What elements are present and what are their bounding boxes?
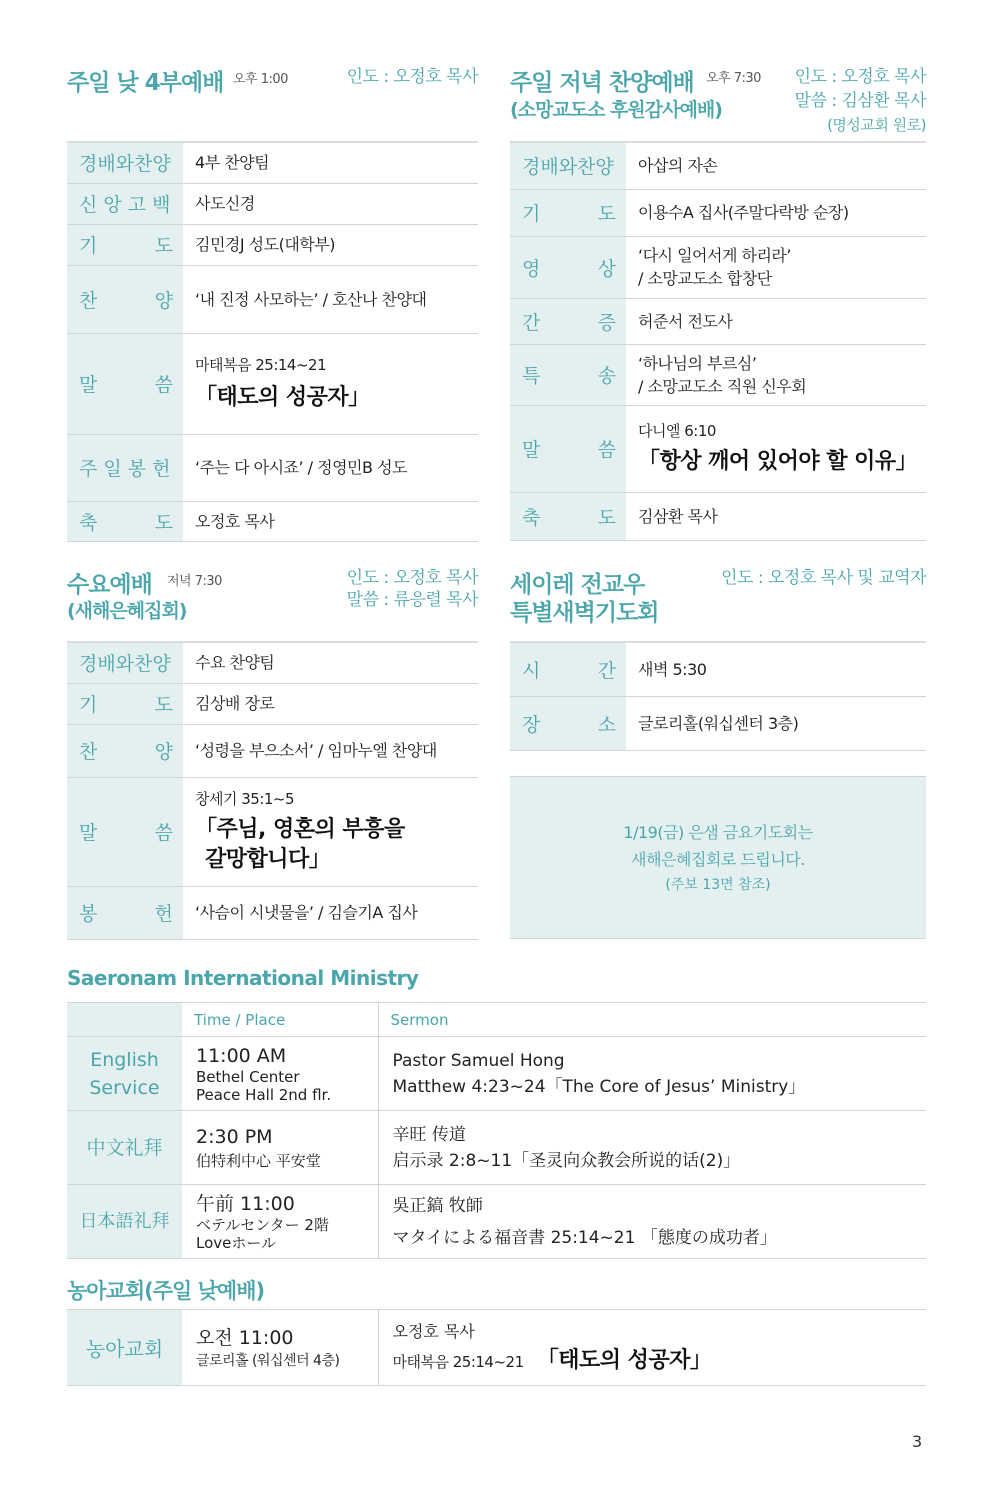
table-row: [67, 1310, 926, 1386]
row-label: 송: [597, 365, 616, 387]
sermon: 启示录 2:8~11「圣灵向众教会所说的话(2)」: [392, 1150, 741, 1171]
table-row: [510, 696, 926, 750]
row-label: 말: [79, 374, 98, 396]
service-time: 午前 11:00: [196, 1192, 295, 1215]
table-row: [67, 1111, 926, 1185]
row-label: 양: [154, 741, 173, 763]
table-row: [510, 142, 926, 189]
sunday-evening-time: 오후 7:30: [706, 71, 761, 86]
service-place-line2: Peace Hall 2nd flr.: [196, 1085, 332, 1104]
notice-line: 1/19(금) 은샘 금요기도회는: [623, 822, 813, 842]
scripture-reference: 다니엘 6:10: [638, 422, 716, 440]
table-row: [510, 642, 926, 696]
sunday-evening-title: 주일 저녁 찬양예배: [510, 70, 694, 96]
row-label: 봉: [79, 903, 98, 925]
row-label: 기: [79, 235, 98, 257]
row-value-line2: / 소망교도소 직원 신우회: [638, 376, 807, 396]
header-sermon: Sermon: [378, 1003, 926, 1037]
row-value-line2: / 소망교도소 합창단: [638, 269, 772, 288]
table-row: [67, 1185, 926, 1259]
row-value: 4부 찬양팀: [183, 142, 478, 183]
row-label: 도: [597, 203, 616, 225]
service-name: 농아교회: [67, 1310, 182, 1386]
dawn-title: 세이레 전교우: [510, 572, 645, 598]
sermon-title: 「항상 깨어 있어야 할 이유」: [638, 449, 918, 474]
deaf-church-table: [67, 1309, 926, 1386]
row-label: 씀: [597, 439, 616, 461]
row-label: 특: [522, 365, 541, 387]
sunday-4th-time: 오후 1:00: [233, 72, 288, 87]
sunday-evening-leader: 인도 : 오정호 목사: [794, 67, 926, 87]
scripture-reference: 마태복음 25:14~21: [195, 356, 327, 374]
sunday-4th-title: 주일 낮 4부예배: [67, 70, 224, 96]
service-place: 글로리홀 (워십센터 4층): [196, 1352, 340, 1369]
table-row: [67, 1037, 926, 1111]
deaf-church-title: 농아교회(주일 낮예배): [67, 1279, 265, 1303]
row-label: 경배와찬양: [79, 653, 171, 676]
row-label: 씀: [154, 822, 173, 844]
row-value: 사도신경: [183, 183, 478, 224]
row-label: 도: [154, 694, 173, 716]
row-value: 오정호 목사: [183, 501, 478, 541]
sunday-4th-leader: 인도 : 오정호 목사: [346, 67, 478, 87]
row-value: ‘다시 일어서게 하리라’: [638, 246, 791, 265]
sermon-title: 「태도의 성공자」: [536, 1348, 712, 1373]
row-value: 김삼환 목사: [626, 492, 926, 540]
wednesday-table: [67, 641, 478, 940]
table-row: [510, 405, 926, 492]
table-row: [67, 142, 478, 183]
row-label: 말: [79, 822, 98, 844]
table-row: [510, 298, 926, 344]
header-time-place: Time / Place: [182, 1003, 378, 1037]
row-value: 김민경J 성도(대학부): [183, 224, 478, 265]
table-row: [67, 333, 478, 434]
row-label: 축: [79, 511, 98, 534]
row-label: 씀: [154, 374, 173, 396]
table-row: [67, 265, 478, 333]
preacher: Pastor Samuel Hong: [392, 1050, 565, 1071]
row-label: 증: [597, 311, 616, 334]
sermon-title: 「태도의 성공자」: [195, 385, 370, 410]
table-row: [67, 724, 478, 777]
sunday-evening-table: [510, 141, 926, 541]
sermon: Matthew 4:23~24「The Core of Jesus’ Ministry」: [392, 1076, 806, 1097]
row-value: 새벽 5:30: [626, 642, 926, 696]
row-label: 경배와찬양: [79, 153, 171, 176]
table-row: [67, 886, 478, 939]
row-label: 소: [597, 713, 616, 736]
preacher: 오정호 목사: [392, 1322, 475, 1341]
dawn-leader: 인도 : 오정호 목사 및 교역자: [721, 568, 926, 588]
row-label: 양: [154, 289, 173, 312]
row-label: 시: [522, 659, 541, 682]
dawn-table: [510, 641, 926, 751]
row-value: ‘사슴이 시냇물을’ / 김슬기A 집사: [183, 886, 478, 939]
preacher: 吳正鎬 牧師: [392, 1195, 483, 1216]
page-number: 3: [912, 1432, 923, 1451]
table-row: [510, 492, 926, 540]
service-place: Bethel Center: [196, 1067, 300, 1086]
table-row: [510, 344, 926, 405]
row-label: 신 앙 고 백: [79, 194, 171, 216]
service-time: 2:30 PM: [196, 1126, 273, 1148]
scripture-reference: 창세기 35:1~5: [195, 790, 295, 808]
table-row: [67, 683, 478, 724]
row-label: 도: [154, 235, 173, 257]
notice-line: (주보 13면 참조): [665, 876, 771, 893]
international-ministry-table: [67, 1002, 926, 1259]
row-label: 찬: [79, 741, 98, 763]
service-name: 日本語礼拜: [67, 1185, 182, 1259]
sunday-evening-subtitle: (소망교도소 후원감사예배): [510, 99, 722, 121]
row-label: 말: [522, 439, 541, 461]
row-label: 장: [522, 713, 541, 736]
notice-line: 새해은혜집회로 드립니다.: [631, 849, 805, 869]
sunday-evening-preacher: 말씀 : 김삼환 목사: [794, 91, 926, 111]
preacher: 辛旺 传道: [392, 1124, 466, 1145]
row-label: 도: [597, 506, 616, 529]
row-label: 찬: [79, 289, 98, 312]
dawn-title-line2: 특별새벽기도회: [510, 600, 659, 626]
row-value: ‘하나님의 부르심’: [638, 353, 757, 373]
wednesday-leader: 인도 : 오정호 목사: [346, 568, 478, 588]
sermon-title: 「주님, 영혼의 부흥을: [195, 817, 405, 842]
row-label: 상: [597, 257, 616, 280]
service-time: 11:00 AM: [196, 1044, 287, 1067]
wednesday-title: 수요예배: [67, 572, 152, 598]
table-header-row: [67, 1003, 926, 1037]
row-label: 경배와찬양: [522, 156, 614, 179]
table-row: [510, 236, 926, 298]
service-time: 오전 11:00: [196, 1326, 294, 1349]
row-label: 주 일 봉 헌: [79, 458, 171, 480]
wednesday-preacher: 말씀 : 류응렬 목사: [346, 590, 478, 610]
sermon: マタイによる福音書 25:14~21 「態度の成功者」: [392, 1227, 777, 1248]
row-label: 간: [522, 311, 541, 334]
row-label: 축: [522, 506, 541, 529]
row-label: 도: [154, 511, 173, 534]
table-row: [67, 183, 478, 224]
service-place: 伯特利中心 平安堂: [196, 1152, 321, 1170]
row-label: 기: [79, 694, 98, 716]
international-ministry-title: Saeronam International Ministry: [67, 966, 419, 990]
table-row: [67, 224, 478, 265]
row-value: ‘내 진정 사모하는’ / 호산나 찬양대: [183, 265, 478, 333]
table-row: [67, 777, 478, 886]
row-label: 영: [522, 257, 541, 280]
row-label: 간: [597, 659, 616, 682]
service-place-line2: Loveホール: [196, 1233, 277, 1252]
notice-box: [510, 776, 926, 939]
sermon-title-line2: 갈망합니다」: [205, 847, 331, 872]
sunday-evening-preacher-note: (명성교회 원로): [827, 116, 926, 134]
row-value: ‘성령을 부으소서’ / 임마누엘 찬양대: [183, 724, 478, 777]
service-name: English Service: [67, 1037, 182, 1111]
service-place: ベテルセンター 2階: [196, 1215, 329, 1234]
service-name: 中文礼拜: [67, 1111, 182, 1185]
table-row: [67, 501, 478, 541]
row-value: 수요 찬양팀: [183, 642, 478, 683]
row-value: 허준서 전도사: [626, 298, 926, 344]
row-value: 김상배 장로: [183, 683, 478, 724]
table-row: [67, 642, 478, 683]
row-label: 헌: [154, 903, 173, 925]
wednesday-subtitle: (새해은혜집회): [67, 600, 187, 622]
row-value: 이용수A 집사(주말다락방 순장): [626, 189, 926, 236]
row-label: 기: [522, 203, 541, 225]
row-value: 아삽의 자손: [626, 142, 926, 189]
wednesday-time: 저녁 7:30: [167, 574, 222, 589]
row-value: ‘주는 다 아시죠’ / 정영민B 성도: [183, 434, 478, 501]
scripture-reference: 마태복음 25:14~21: [392, 1353, 524, 1371]
sunday-4th-table: [67, 141, 478, 542]
row-value: 글로리홀(워십센터 3층): [626, 696, 926, 750]
table-row: [67, 434, 478, 501]
table-row: [510, 189, 926, 236]
